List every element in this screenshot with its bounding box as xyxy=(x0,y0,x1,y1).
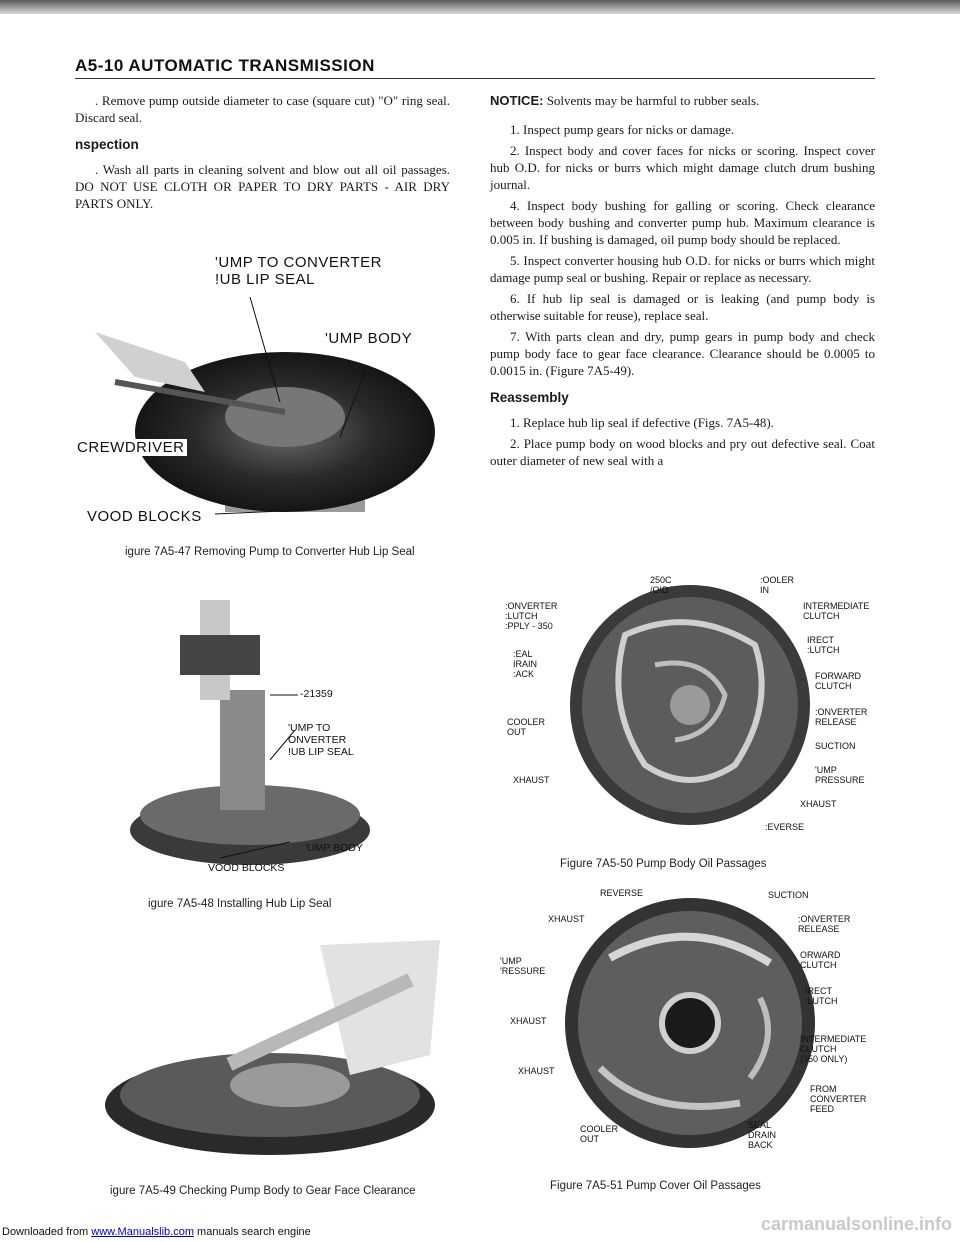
label-suction: SUCTION xyxy=(815,741,856,751)
label-pump-body: 'UMP BODY xyxy=(305,842,363,854)
footer-suffix: manuals search engine xyxy=(193,1226,311,1238)
label-from-converter-feed: FROM CONVERTER FEED xyxy=(810,1084,867,1114)
page-title: A5-10 AUTOMATIC TRANSMISSION xyxy=(75,56,375,75)
label-converter-clutch-apply: :ONVERTER :LUTCH :PPLY - 350 xyxy=(505,601,558,631)
label-forward-clutch: FORWARD CLUTCH xyxy=(815,671,861,691)
watermark: carmanualsonline.info xyxy=(760,1214,952,1234)
inspection-step-2: 2. Inspect body and cover faces for nicks or scoring. Inspect cover hub O.D. for nicks or burrs which might damage clutch drum bushing journal. xyxy=(490,143,875,192)
figure-7a5-47 xyxy=(75,242,455,532)
label-forward-clutch: ORWARD CLUTCH xyxy=(800,950,841,970)
notice-label: NOTICE: xyxy=(490,93,544,108)
label-seal-drain-back: :EAL IRAIN :ACK xyxy=(513,649,538,679)
right-column-text xyxy=(490,92,875,473)
label-exhaust-lower: XHAUST xyxy=(518,1066,555,1076)
figure-7a5-48 xyxy=(120,580,400,880)
label-250c-void: 250C /OID xyxy=(650,575,672,595)
notice-text: Solvents may be harmful to rubber seals. xyxy=(546,93,760,108)
left-column-text xyxy=(75,92,450,216)
notice-paragraph xyxy=(490,92,875,109)
page-header xyxy=(75,56,875,76)
label-exhaust-middle: XHAUST xyxy=(510,1016,547,1026)
figure-47-caption: igure 7A5-47 Removing Pump to Converter Hub Lip Seal xyxy=(125,546,415,558)
pump-hub-shape xyxy=(225,387,345,447)
label-suction: SUCTION xyxy=(768,890,809,900)
label-converter-release: :ONVERTER RELEASE xyxy=(798,914,851,934)
hand-shape xyxy=(95,332,205,392)
label-tool-number: -21359 xyxy=(300,688,333,700)
label-reverse: :EVERSE xyxy=(765,822,805,832)
label-exhaust-left: XHAUST xyxy=(513,775,550,785)
label-converter-release: :ONVERTER RELEASE xyxy=(815,707,868,727)
label-wood-blocks: VOOD BLOCKS xyxy=(208,862,285,874)
reassembly-heading: Reassembly xyxy=(490,390,569,405)
inspection-step-5: 5. Inspect converter housing hub O.D. for nicks or burrs which might damage pump seal or bushing. Repair or replace as necessary. xyxy=(490,253,875,285)
label-exhaust-top: XHAUST xyxy=(548,914,585,924)
label-reverse: REVERSE xyxy=(600,888,644,898)
top-scan-band xyxy=(0,0,960,14)
label-intermediate-clutch: INTERMEDIATE CLUTCH xyxy=(803,601,870,621)
label-direct-clutch: IRECT :LUTCH xyxy=(807,635,840,655)
hammer-head-shape xyxy=(180,635,260,675)
installer-tool-shape xyxy=(220,690,265,810)
label-wood-blocks: VOOD BLOCKS xyxy=(87,508,202,525)
label-screwdriver: CREWDRIVER xyxy=(77,439,185,456)
label-direct-clutch: IRECT :LUTCH xyxy=(805,986,838,1006)
download-footer xyxy=(2,1226,311,1238)
figure-49-illustration xyxy=(100,935,460,1160)
header-rule xyxy=(75,78,875,79)
figure-7a5-49 xyxy=(100,935,460,1160)
label-cooler-in: :OOLER IN xyxy=(760,575,795,595)
inspection-step-4: 4. Inspect body bushing for galling or scoring. Check clearance between body bushing and converter pump hub. Maximum clearance is 0.005 in. If bushing is damaged, oil pump body should be replaced. xyxy=(490,198,875,247)
wash-paragraph: . Wash all parts in cleaning solvent and blow out all oil passages. DO NOT USE CLOTH OR PAPER TO DRY PARTS - AIR DRY PARTS ONLY. xyxy=(75,162,450,211)
reassembly-step-2: 2. Place pump body on wood blocks and pry out defective seal. Coat outer diameter of new seal with a xyxy=(490,436,875,468)
label-pump-pressure: 'UMP 'RESSURE xyxy=(500,956,546,976)
label-intermediate-clutch: INTERMEDIATE CLUTCH (350 ONLY) xyxy=(800,1034,867,1064)
figure-48-illustration xyxy=(120,580,400,880)
label-pump-body: 'UMP BODY xyxy=(325,330,413,347)
figure-7a5-51 xyxy=(500,888,890,1163)
reassembly-step-1: 1. Replace hub lip seal if defective (Figs. 7A5-48). xyxy=(510,415,774,430)
cover-hub-shape xyxy=(662,995,718,1051)
label-seal-drain-back: SEAL DRAIN BACK xyxy=(748,1120,777,1150)
label-hub-lip-seal: 'UMP TO ONVERTER !UB LIP SEAL xyxy=(288,722,354,758)
figure-48-caption: igure 7A5-48 Installing Hub Lip Seal xyxy=(148,898,332,910)
inspection-step-1: 1. Inspect pump gears for nicks or damage. xyxy=(510,122,735,137)
removal-paragraph: . Remove pump outside diameter to case (square cut) "O" ring seal. Discard seal. xyxy=(75,93,450,125)
figure-49-caption: igure 7A5-49 Checking Pump Body to Gear Face Clearance xyxy=(110,1185,416,1197)
label-pump-pressure: 'UMP PRESSURE xyxy=(815,765,865,785)
label-hub-lip-seal: 'UMP TO CONVERTER !UB LIP SEAL xyxy=(215,254,382,288)
inspection-step-6: 6. If hub lip seal is damaged or is leaking (and pump body is otherwise suitable for reuse), replace seal. xyxy=(490,291,875,323)
inspection-step-7: 7. With parts clean and dry, pump gears in pump body and check pump body face to gear face clearance. Clearance should be 0.0005 to 0.0015 in. (Figure 7A5-49). xyxy=(490,329,875,378)
figure-51-caption: Figure 7A5-51 Pump Cover Oil Passages xyxy=(550,1180,761,1192)
label-exhaust-right: XHAUST xyxy=(800,799,837,809)
label-cooler-out: COOLER OUT xyxy=(580,1124,619,1144)
label-cooler-out: COOLER OUT xyxy=(507,717,546,737)
manualslib-link[interactable]: www.Manualslib.com xyxy=(91,1226,194,1238)
footer-prefix: Downloaded from xyxy=(2,1226,92,1238)
gear-shape xyxy=(230,1063,350,1107)
inspection-heading: nspection xyxy=(75,137,139,152)
figure-50-caption: Figure 7A5-50 Pump Body Oil Passages xyxy=(560,858,767,870)
figure-7a5-50 xyxy=(505,575,885,840)
